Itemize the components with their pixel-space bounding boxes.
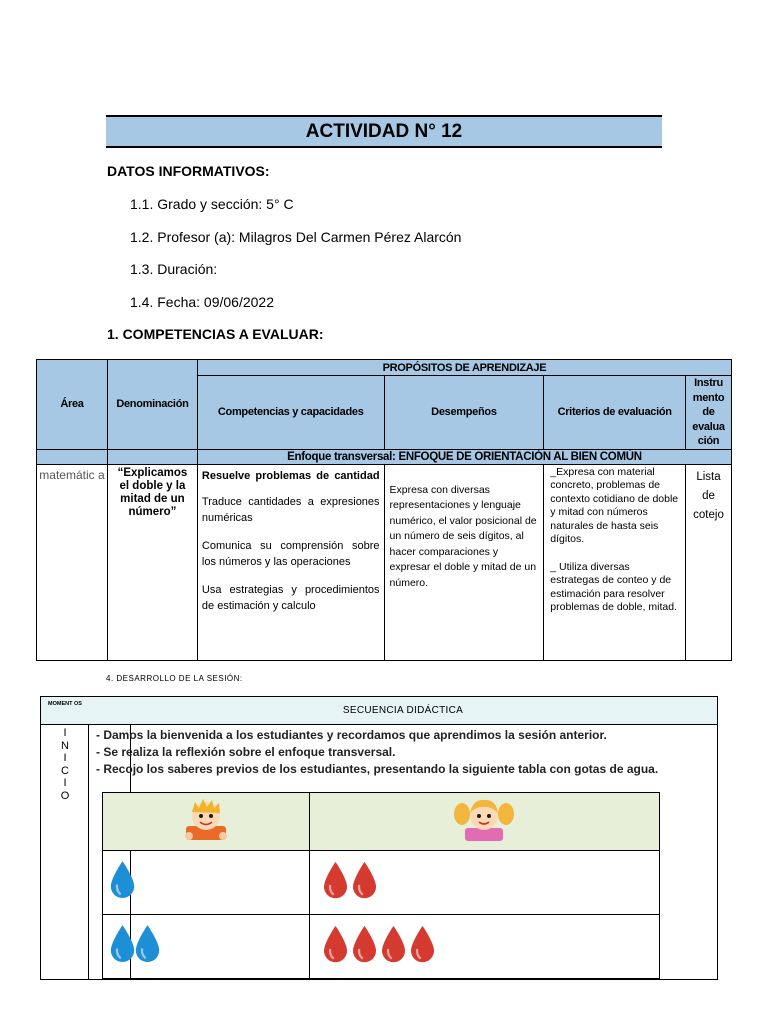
inicio-label [53, 727, 77, 802]
comp-title: Resuelve problemas de cantidad [201, 469, 380, 482]
momentos-header: MOMENT OS [41, 697, 89, 725]
criterio-1: _Expresa con material concreto, problemas de contexto cotidiano de doble y mitad con números naturales de hasta seis dígitos. [550, 465, 679, 545]
boy-icon [183, 829, 229, 846]
info-fecha: 1.4. Fecha: 09/06/2022 [130, 294, 274, 310]
red-drop-icon [320, 861, 351, 900]
denominacion-spacer [107, 449, 197, 464]
competencias-cell [197, 464, 384, 660]
criterio-2: _ Utiliza diversas estrategas de conteo y de estimación para resolver problemas de doble, mitad. [550, 560, 677, 613]
desarrollo-heading: 4. DESARROLLO DE LA SESIÓN: [106, 674, 243, 683]
inicio-letter: I [63, 752, 67, 764]
col-criterios-header: Criterios de evaluación [544, 376, 686, 450]
inicio-letter: I [63, 727, 67, 739]
capacidad-2: Comunica su comprensión sobre los números y las operaciones [201, 539, 380, 568]
red-drop-icon [349, 861, 380, 900]
enfoque-row: Enfoque transversal: ENFOQUE DE ORIENTACIÓN AL BIEN COMÚN [197, 449, 731, 464]
denominacion-cell: “Explicamos el doble y la mitad de un número” [107, 464, 197, 660]
propositos-header: PROPÓSITOS DE APRENDIZAJE [197, 360, 731, 376]
competencias-heading: 1. COMPETENCIAS A EVALUAR: [107, 326, 324, 342]
capacidad-3: Usa estrategias y procedimientos de estimación y calculo [201, 583, 380, 612]
drops-table [102, 792, 660, 979]
competencias-table [36, 359, 732, 661]
red-drops-cell-2 [309, 915, 659, 979]
blue-drops-cell-2 [103, 915, 310, 979]
red-drops-2 [320, 951, 436, 968]
red-drop-icon [407, 925, 438, 964]
boy-cell [103, 793, 310, 851]
bullet-3: - Recojo los saberes previos de los estudiantes, presentando la siguiente tabla con gotas de agua. [96, 761, 658, 778]
info-duracion: 1.3. Duración: [130, 261, 218, 277]
instrumento-cell: Lista de cotejo [686, 464, 732, 660]
blue-drops-1 [109, 887, 134, 904]
girl-icon [453, 829, 515, 846]
secuencia-header: SECUENCIA DIDÁCTICA [89, 697, 717, 725]
blue-drop-icon [109, 860, 136, 900]
bullet-1: - Damos la bienvenida a los estudiantes y recordamos que aprendimos la sesión anterior. [96, 727, 658, 744]
red-drop-icon [378, 925, 409, 964]
inicio-letter: I [63, 777, 67, 789]
red-drop-icon [349, 925, 380, 964]
blue-drop-icon [109, 924, 136, 964]
red-drops-1 [320, 887, 378, 904]
col-desempenos-header: Desempeños [384, 376, 544, 450]
girl-cell [309, 793, 659, 851]
red-drop-icon [320, 925, 351, 964]
info-grado: 1.1. Grado y sección: 5° C [130, 196, 294, 212]
criterios-cell [544, 464, 686, 660]
blue-drops-2 [109, 951, 159, 968]
activity-title: ACTIVIDAD N° 12 [106, 115, 662, 148]
info-profesor: 1.2. Profesor (a): Milagros Del Carmen Pérez Alarcón [130, 229, 462, 245]
red-drops-cell-1 [309, 851, 659, 915]
capacidad-1: Traduce cantidades a expresiones numéricas [201, 495, 380, 524]
col-competencias-header: Competencias y capacidades [197, 376, 384, 450]
inicio-letter: N [61, 739, 69, 752]
col-area-header: Área [37, 360, 108, 450]
blue-drops-cell-1 [103, 851, 310, 915]
datos-heading: DATOS INFORMATIVOS: [107, 163, 270, 179]
area-spacer [37, 449, 108, 464]
inicio-letter: O [60, 789, 70, 802]
inicio-letter: C [61, 764, 69, 777]
col-instrumento-header: Instru mento de evalua ción [686, 376, 732, 450]
col-denominacion-header: Denominación [107, 360, 197, 450]
desempeno-cell: Expresa con diversas representaciones y lenguaje numérico, el valor posicional de un número de seis dígitos, al hacer comparaciones y expresar el doble y mitad de un número. [384, 464, 544, 660]
bullet-2: - Se realiza la reflexión sobre el enfoque transversal. [96, 744, 658, 761]
inicio-bullets [96, 727, 658, 778]
area-cell: matemátic a [37, 464, 108, 660]
blue-drop-icon [134, 924, 161, 964]
